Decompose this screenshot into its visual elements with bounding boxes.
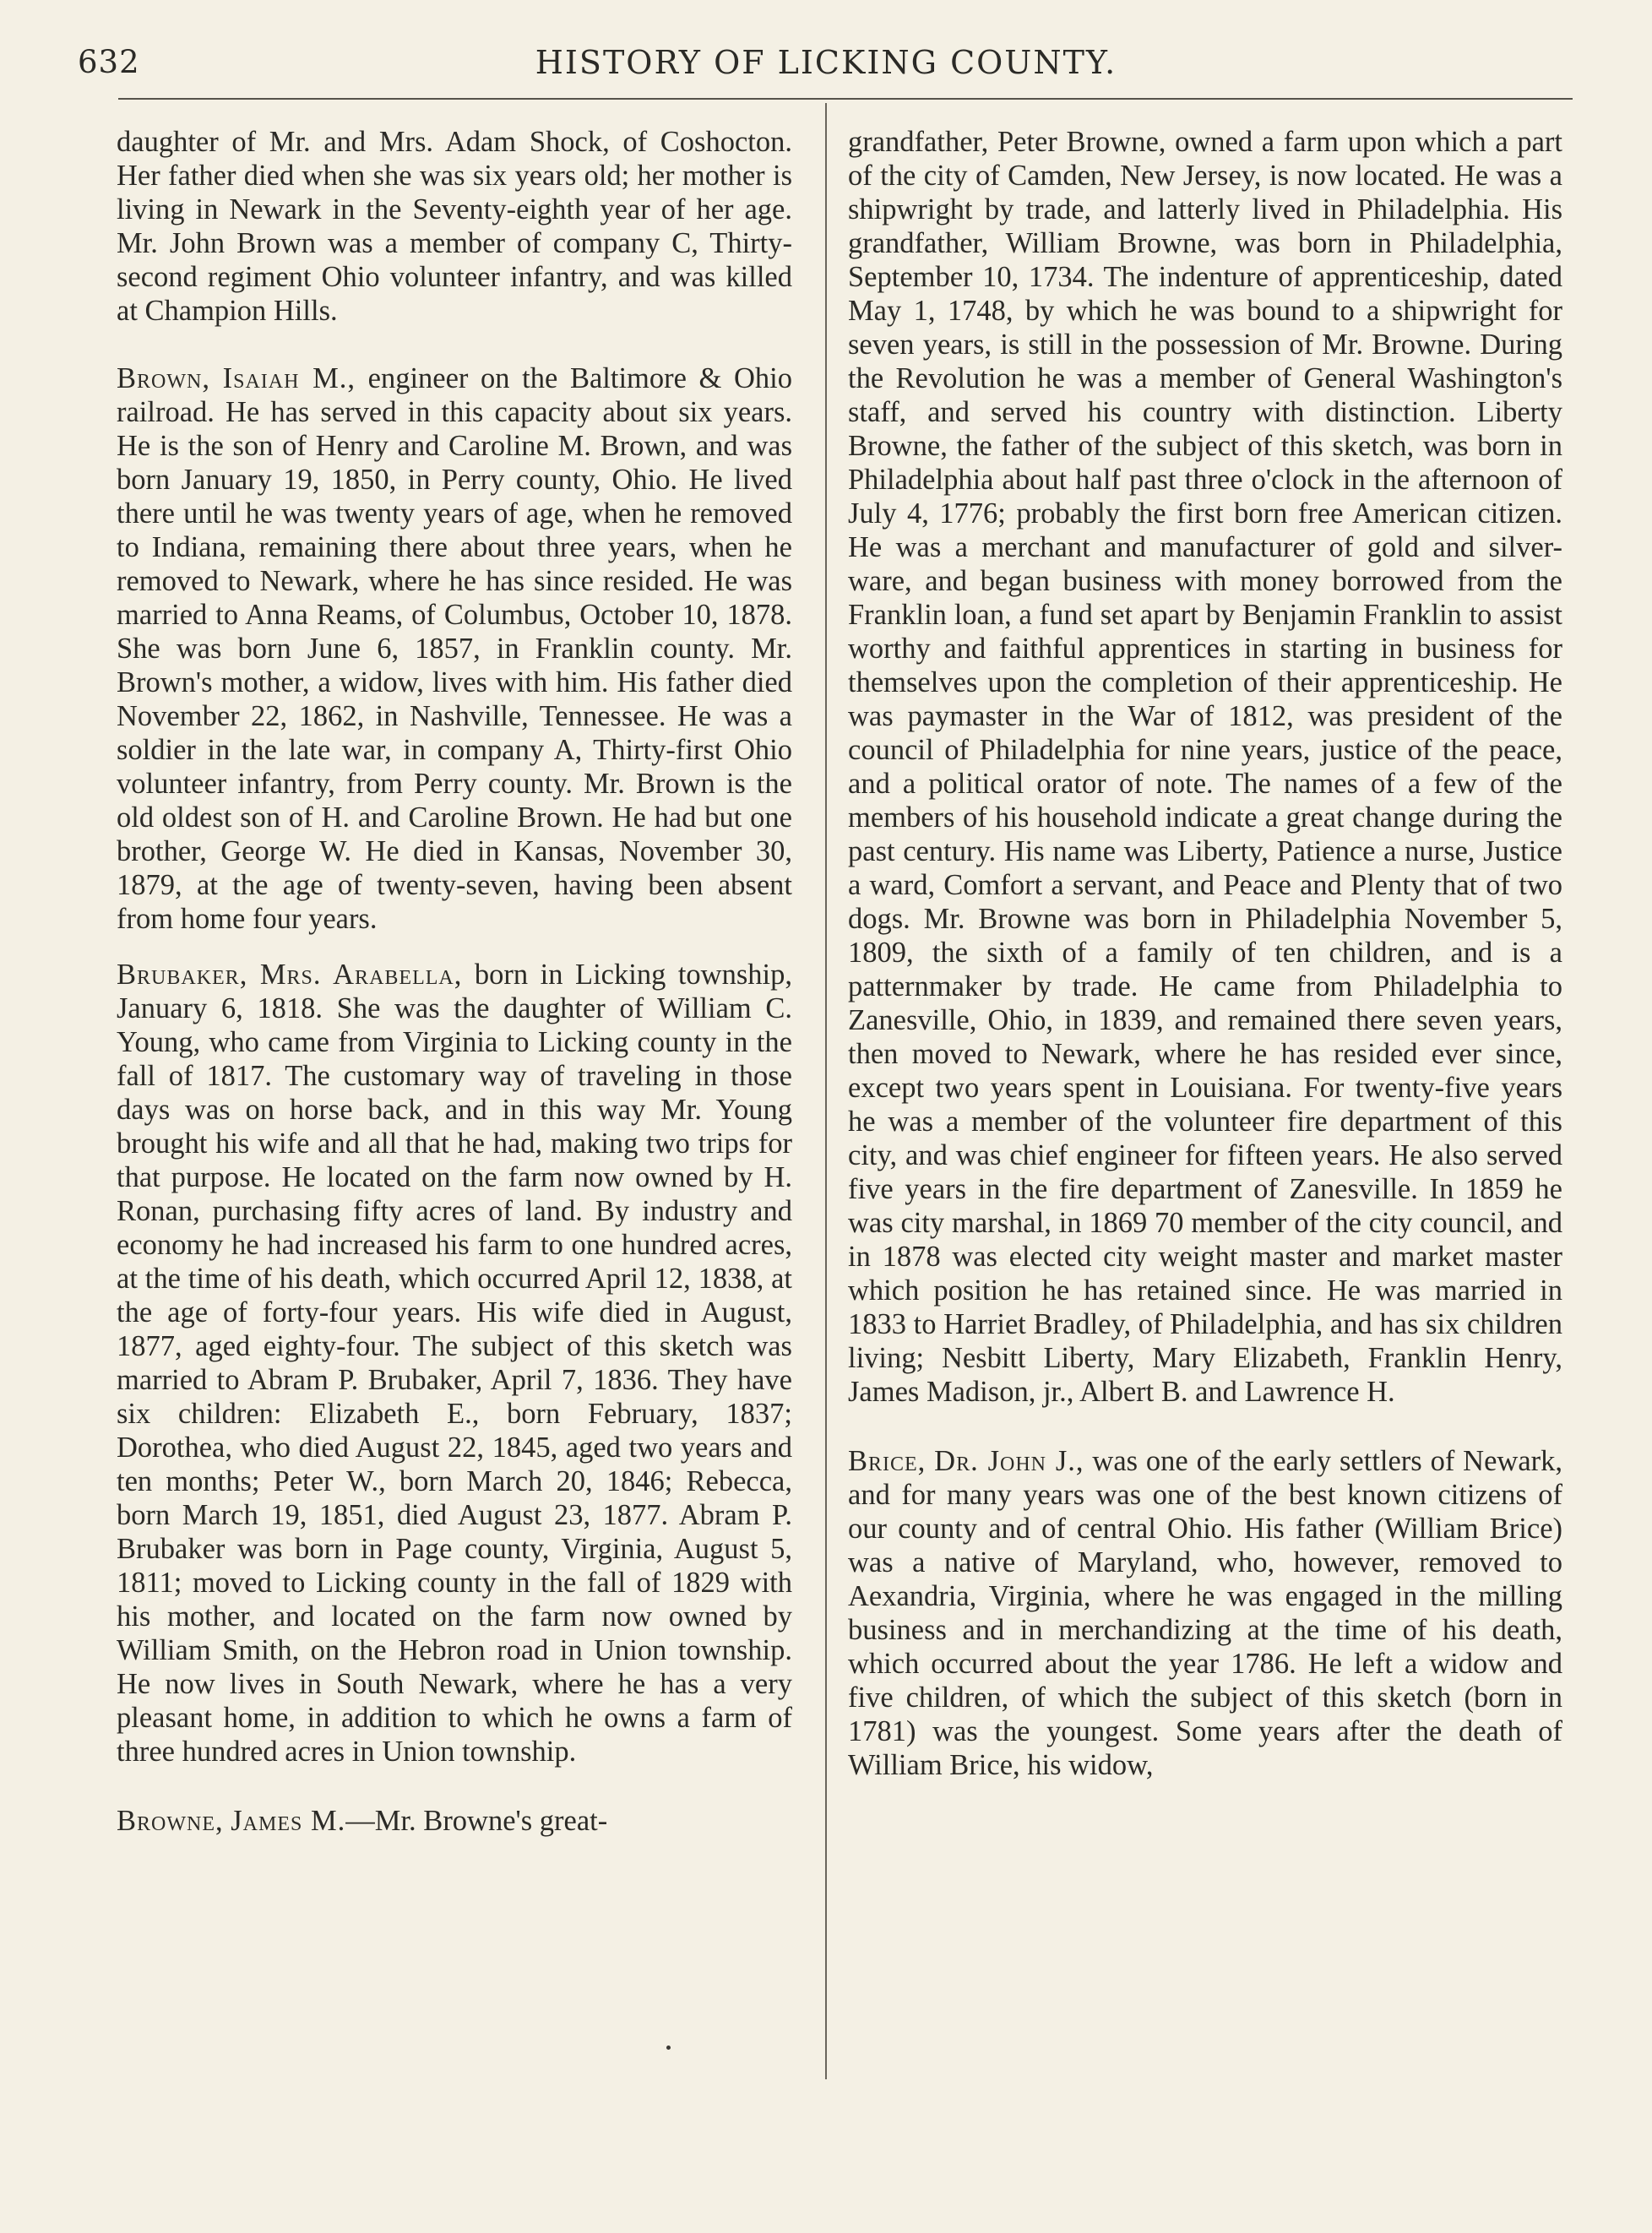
entry-given-name: Mrs. Arabella, — [259, 959, 463, 991]
entry-brice-john — [848, 1444, 1562, 1782]
entry-surname: Brubaker, — [117, 959, 248, 991]
left-column — [117, 125, 792, 1838]
entry-browne-james — [117, 1804, 792, 1838]
column-divider — [825, 103, 827, 2079]
entry-surname: Browne, — [117, 1805, 224, 1837]
entry-given-name: James M. — [231, 1805, 346, 1837]
entry-surname: Brown, — [117, 362, 210, 394]
entry-given-name: Dr. John J., — [934, 1445, 1084, 1477]
entry-surname: Brice, — [848, 1445, 927, 1477]
right-column — [848, 125, 1562, 1782]
entry-text: born in Licking township, January 6, 1818. She was the daughter of William C. Young, who came from Virginia to Licking county in the fall of 1817. The customary way of traveling in those days was on horse back, and in this way Mr. Young brought his wife and all that he had, making two trips for that purpose. He located on the farm now owned by H. Ronan, purchasing fifty acres of land. By industry and economy he had increased his farm to one hundred acres, at the time of his death, which occurred April 12, 1838, at the age of forty-four years. His wife died in August, 1877, aged eighty-four. The subject of this sketch was married to Abram P. Brubaker, April 7, 1836. They have six children: Elizabeth E., born February, 1837; Dorothea, who died August 22, 1845, aged two years and ten months; Peter W., born March 20, 1846; Rebecca, born March 19, 1851, died August 23, 1877. Abram P. Brubaker was born in Page county, Virginia, August 5, 1811; moved to Licking county in the fall of 1829 with his mother, and located on the farm now owned by William Smith, on the Hebron road in Union township. He now lives in South Newark, where he has a very pleasant home, in addition to which he owns a farm of three hundred acres in Union township. — [117, 959, 792, 1768]
page-number: 632 — [78, 44, 140, 80]
running-head: HISTORY OF LICKING COUNTY. — [535, 44, 1117, 81]
paragraph-continued: daughter of Mr. and Mrs. Adam Shock, of Coshocton. Her father died when she was six years old; her mother is living in Newark in the Seventy-eighth year of her age. Mr. John Brown was a member of company C, Thirty-second regiment Ohio volunteer infantry, and was killed at Champion Hills. — [117, 126, 792, 327]
entry-text: engineer on the Baltimore & Ohio railroad. He has served in this capacity about six years. He is the son of Henry and Caroline M. Brown, and was born January 19, 1850, in Perry county, Ohio. He lived there until he was twenty years of age, when he removed to Indiana, remaining there about three years, when he removed to Newark, where he has since resided. He was married to Anna Reams, of Columbus, October 10, 1878. She was born June 6, 1857, in Franklin county. Mr. Brown's mother, a widow, lives with him. His father died November 22, 1862, in Nashville, Tennessee. He was a soldier in the late war, in company A, Thirty-first Ohio volunteer infantry, from Perry county. Mr. Brown is the old oldest son of H. and Caroline Brown. He had but one brother, George W. He died in Kansas, November 30, 1879, at the age of twenty-seven, having been absent from home four years. — [117, 362, 793, 935]
paragraph-continued: grandfather, Peter Browne, owned a farm upon which a part of the city of Camden, New Jersey, is now located. He was a shipwright by trade, and latterly lived in Philadelphia. His grandfather, William Browne, was born in Philadelphia, September 10, 1734. The indenture of apprenticeship, dated May 1, 1748, by which he was bound to a shipwright for seven years, is still in the possession of Mr. Browne. During the Revolution he was a member of General Washington's staff, and served his country with distinction. Liberty Browne, the father of the subject of this sketch, was born in Philadelphia about half past three o'clock in the afternoon of July 4, 1776; probably the first born free American citizen. He was a merchant and manufacturer of gold and silver-ware, and began business with money borrowed from the Franklin loan, a fund set apart by Benjamin Franklin to assist worthy and faithful apprentices in starting in business for themselves upon the completion of their apprenticeship. He was paymaster in the War of 1812, was president of the council of Philadelphia for nine years, justice of the peace, and a political orator of note. The names of a few of the members of his household indicate a great change during the past century. His name was Liberty, Patience a nurse, Justice a ward, Comfort a servant, and Peace and Plenty that of two dogs. Mr. Browne was born in Philadelphia November 5, 1809, the sixth of a family of ten children, and is a patternmaker by trade. He came from Philadelphia to Zanesville, Ohio, in 1839, and remained there seven years, then moved to Newark, where he has resided ever since, except two years spent in Louisiana. For twenty-five years he was a member of the volunteer fire department of this city, and was chief engineer for fifteen years. He also served five years in the fire department of Zanesville. In 1859 he was city marshal, in 1869 70 member of the city council, and in 1878 was elected city weight master and market master which position he has retained since. He was married in 1833 to Harriet Bradley, of Philadelphia, and has six children living; Nesbitt Liberty, Mary Elizabeth, Franklin Henry, James Madison, jr., Albert B. and Lawrence H. — [848, 126, 1562, 1408]
entry-brown-isaiah — [117, 361, 792, 936]
entry-given-name: Isaiah M., — [222, 362, 356, 394]
entry-text: —Mr. Browne's great- — [345, 1805, 608, 1837]
entry-text: was one of the early settlers of Newark, and for many years was one of the best known citizens of our county and of central Ohio. His father (William Brice) was a native of Maryland, who, however, removed to Aexandria, Virginia, where he was engaged in the milling business and in merchandizing at the time of his death, which occurred about the year 1786. He left a widow and five children, of which the subject of this sketch (born in 1781) was the youngest. Some years after the death of William Brice, his widow, — [848, 1445, 1562, 1781]
print-dot — [666, 2046, 671, 2050]
page-header — [78, 44, 1574, 91]
header-rule — [118, 98, 1573, 100]
entry-brubaker — [117, 958, 792, 1768]
